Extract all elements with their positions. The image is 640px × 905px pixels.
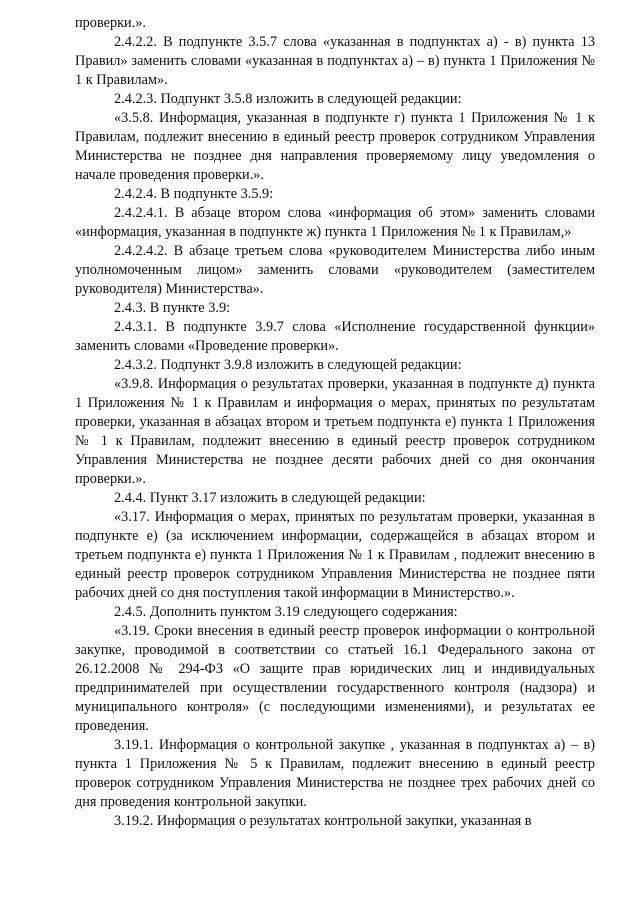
paragraph-3-19-text: «3.19. Сроки внесения в единый реестр проверок информации о контрольной закупке, проводимой в соответствии со статьей 16.1 Федерального закона от 26.12.2008 № 294-ФЗ «О защите прав юридических лиц и индивидуальных предпринимателей при осуществлении государственного контроля (надзора) и муниципального контроля» (с последующими изменениями), и результатах ее проведения. — [75, 623, 595, 734]
paragraph-2-4-2-4-1: 2.4.2.4.1. В абзаце втором слова «информация об этом» заменить словами «информация, указанная в подпункте ж) пункта 1 Приложения № 1 к Правилам,» — [75, 205, 595, 240]
paragraph-continuation: проверки.». — [75, 15, 147, 31]
paragraph-2-4-3-1: 2.4.3.1. В подпункте 3.9.7 слова «Исполнение государственной функции» заменить словами «Проведение проверки». — [75, 319, 595, 354]
paragraph-2-4-3: 2.4.3. В пункте 3.9: — [114, 300, 231, 316]
paragraph-3-5-8-text: «3.5.8. Информация, указанная в подпункте г) пункта 1 Приложения № 1 к Правилам, подлежит внесению в единый реестр проверок сотрудником Управления Министерства не позднее дня направления проверяемому лицу уведомления о начале проведения проверки.». — [75, 110, 595, 183]
paragraph-2-4-3-2: 2.4.3.2. Подпункт 3.9.8 изложить в следующей редакции: — [114, 357, 462, 373]
paragraph-2-4-2-3: 2.4.2.3. Подпункт 3.5.8 изложить в следующей редакции: — [114, 91, 462, 107]
paragraph-2-4-5: 2.4.5. Дополнить пунктом 3.19 следующего содержания: — [114, 604, 458, 620]
paragraph-3-19-2: 3.19.2. Информация о результатах контрольной закупки, указанная в — [114, 813, 532, 829]
paragraph-2-4-4: 2.4.4. Пункт 3.17 изложить в следующей редакции: — [114, 490, 426, 506]
paragraph-3-9-8-text: «3.9.8. Информация о результатах проверки, указанная в подпункте д) пункта 1 Приложения № 1 к Правилам и информация о мерах, принятых по результатам проверки, указанная в абзацах втором и третьем подпункта е) пункта 1 Приложения № 1 к Правилам, подлежит внесению в единый реестр проверок сотрудником Управления Министерства не позднее десяти рабочих дней со дня окончания проверки.». — [75, 376, 595, 487]
paragraph-2-4-2-2: 2.4.2.2. В подпункте 3.5.7 слова «указанная в подпунктах а) - в) пункта 13 Правил» заменить словами «указанная в подпунктах а) – в) пункта 1 Приложения № 1 к Правилам». — [75, 34, 595, 88]
document-page — [75, 14, 595, 831]
paragraph-2-4-2-4: 2.4.2.4. В подпункте 3.5.9: — [114, 186, 274, 202]
paragraph-3-19-1: 3.19.1. Информация о контрольной закупке , указанная в подпунктах а) – в) пункта 1 Приложения № 5 к Правилам, подлежит внесению в единый реестр проверок сотрудником Управления Министерства не позднее трех рабочих дней со дня проведения контрольной закупки. — [75, 737, 595, 810]
paragraph-3-17-text: «3.17. Информация о мерах, принятых по результатам проверки, указанная в подпункте е) (за исключением информации, содержащейся в абзацах втором и третьем подпункта е) пункта 1 Приложения № 1 к Правилам , подлежит внесению в единый реестр проверок сотрудником Управления Министерства не позднее пяти рабочих дней со дня поступления такой информации в Министерство.». — [75, 509, 595, 601]
paragraph-2-4-2-4-2: 2.4.2.4.2. В абзаце третьем слова «руководителем Министерства либо иным уполномоченным лицом» заменить словами «руководителем (заместителем руководителя) Министерства». — [75, 243, 595, 297]
